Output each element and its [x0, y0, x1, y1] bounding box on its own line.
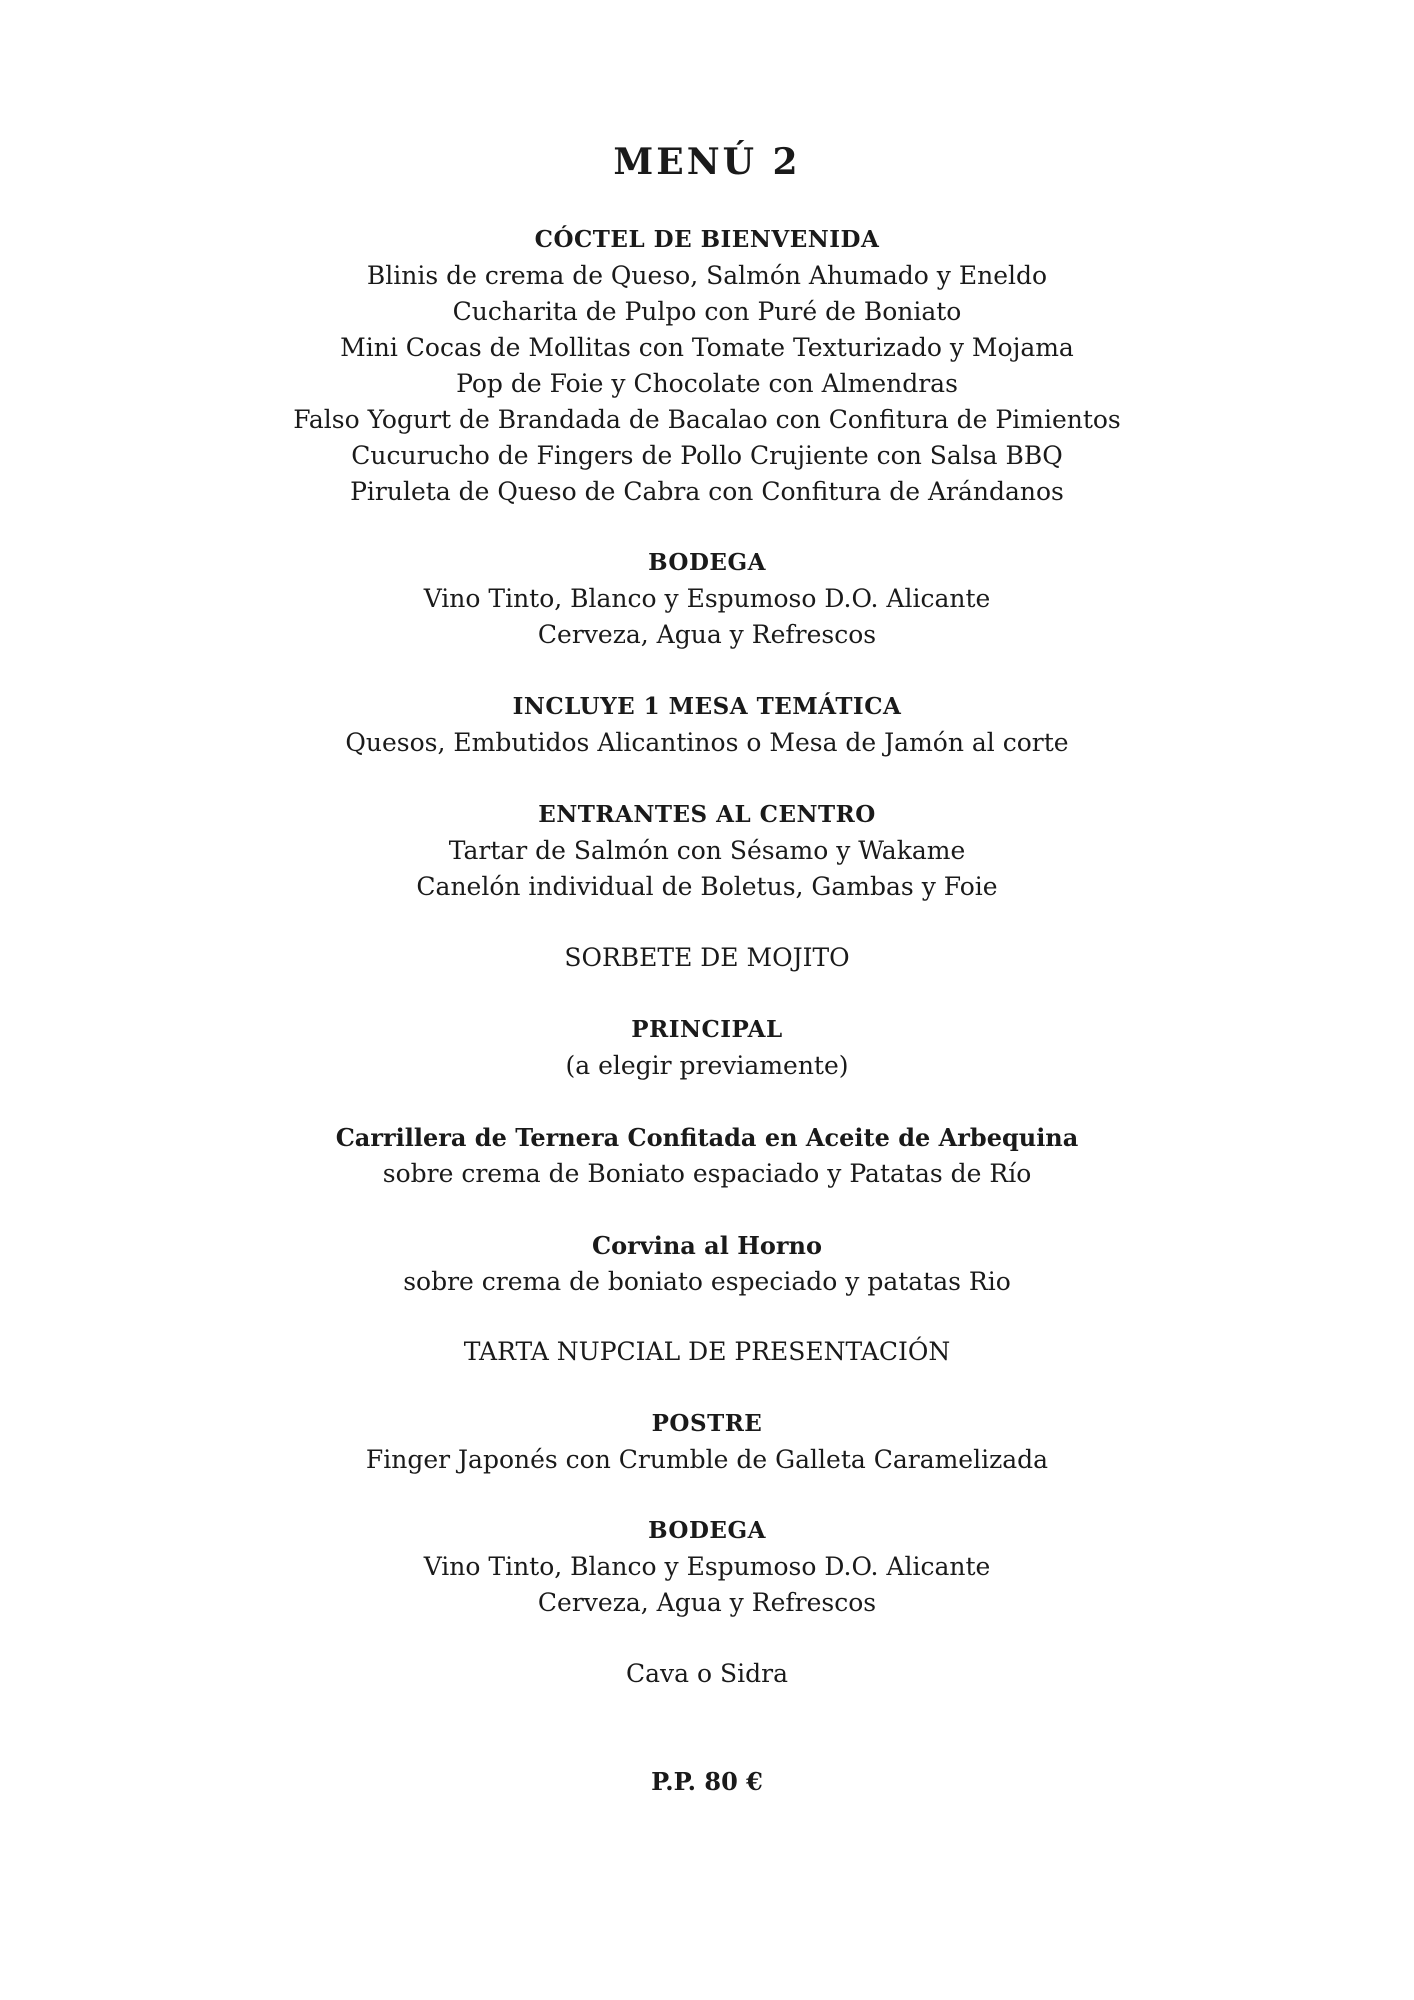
principal-dish-1 — [0, 1120, 1414, 1192]
principal-dish-2 — [0, 1228, 1414, 1300]
coctel-item: Piruleta de Queso de Cabra con Confitura de Arándanos — [350, 477, 1064, 506]
postre-item: Finger Japonés con Crumble de Galleta Caramelizada — [365, 1445, 1049, 1474]
principal-heading: PRINCIPAL — [631, 1016, 783, 1043]
bodega-item: Vino Tinto, Blanco y Espumoso D.O. Alicante — [423, 584, 991, 613]
cava-text: Cava o Sidra — [626, 1659, 788, 1688]
menu-title: MENÚ 2 — [613, 141, 801, 183]
postre-section — [0, 1406, 1414, 1478]
entrantes-item: Tartar de Salmón con Sésamo y Wakame — [448, 836, 966, 865]
entrantes-item: Canelón individual de Boletus, Gambas y Foie — [416, 872, 998, 901]
bodega-section — [0, 1513, 1414, 1621]
coctel-item: Pop de Foie y Chocolate con Almendras — [456, 369, 958, 398]
sorbete-text: SORBETE DE MOJITO — [564, 943, 850, 972]
tarta-text: TARTA NUPCIAL DE PRESENTACIÓN — [463, 1337, 951, 1366]
entrantes-heading: ENTRANTES AL CENTRO — [538, 801, 876, 828]
bodega-item: Cerveza, Agua y Refrescos — [537, 1588, 877, 1617]
price-text: P.P. 80 € — [651, 1767, 763, 1796]
bodega-section — [0, 545, 1414, 653]
bodega-item: Cerveza, Agua y Refrescos — [537, 620, 877, 649]
entrantes-section — [0, 797, 1414, 905]
coctel-item: Mini Cocas de Mollitas con Tomate Texturizado y Mojama — [340, 333, 1074, 362]
coctel-item: Falso Yogurt de Brandada de Bacalao con Confitura de Pimientos — [293, 405, 1121, 434]
mesa-tematica-section — [0, 689, 1414, 761]
coctel-item: Blinis de crema de Queso, Salmón Ahumado y Eneldo — [366, 261, 1048, 290]
bodega-heading: BODEGA — [648, 1517, 766, 1544]
sorbete-section — [0, 940, 1414, 976]
dish-name: Carrillera de Ternera Confitada en Aceite de Arbequina — [335, 1123, 1079, 1152]
price-section — [0, 1764, 1414, 1800]
coctel-section — [0, 222, 1414, 510]
bodega-heading: BODEGA — [648, 549, 766, 576]
bodega-item: Vino Tinto, Blanco y Espumoso D.O. Alicante — [423, 1552, 991, 1581]
principal-note: (a elegir previamente) — [565, 1051, 849, 1080]
dish-description: sobre crema de Boniato espaciado y Patatas de Río — [382, 1159, 1032, 1188]
coctel-item: Cucharita de Pulpo con Puré de Boniato — [452, 297, 962, 326]
principal-section — [0, 1012, 1414, 1084]
mesa-item: Quesos, Embutidos Alicantinos o Mesa de Jamón al corte — [345, 728, 1069, 757]
dish-description: sobre crema de boniato especiado y patatas Rio — [403, 1267, 1011, 1296]
coctel-item: Cucurucho de Fingers de Pollo Crujiente con Salsa BBQ — [351, 441, 1063, 470]
dish-name: Corvina al Horno — [592, 1231, 822, 1260]
postre-heading: POSTRE — [651, 1410, 763, 1437]
tarta-section — [0, 1334, 1414, 1370]
mesa-heading: INCLUYE 1 MESA TEMÁTICA — [512, 693, 902, 720]
cava-section — [0, 1656, 1414, 1692]
coctel-heading: CÓCTEL DE BIENVENIDA — [534, 226, 880, 253]
